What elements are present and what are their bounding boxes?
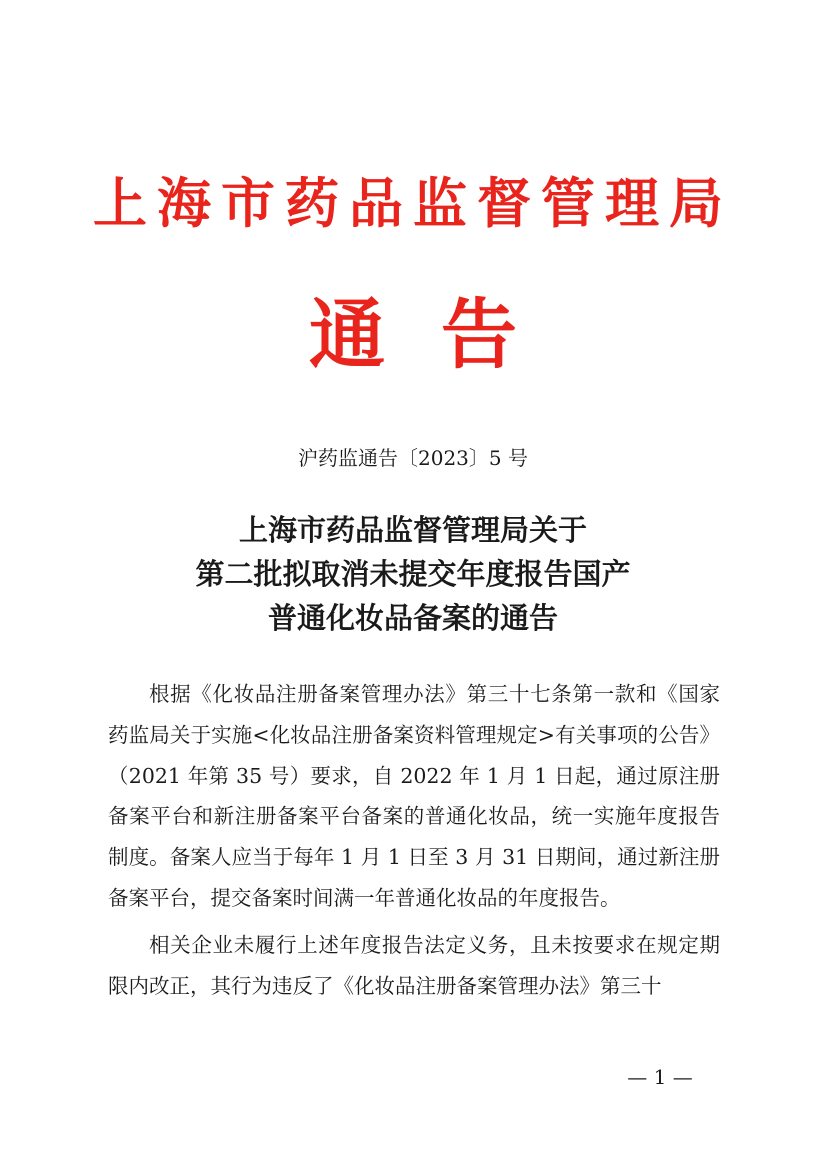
- notice-heading: [0, 290, 826, 380]
- body-paragraph-1: 根据《化妆品注册备案管理办法》第三十七条第一款和《国家药监局关于实施<化妆品注册备案资料管理规定>有关事项的公告》（2021 年第 35 号）要求，自 2022 年 1 月 1 日起，通过原注册备案平台和新注册备案平台备案的普通化妆品，统一实施年度报告制度。备案人应当于每年 1 月 1 日至 3 月 31 日期间，通过新注册备案平台，提交备案时间满一年普通化妆品的年度报告。: [108, 682, 720, 910]
- document-body: [108, 674, 720, 1006]
- title-line-1: 上海市药品监督管理局关于: [238, 513, 587, 547]
- document-number: 沪药监通告〔2023〕5 号: [298, 446, 528, 470]
- organization-header: 上海市药品监督管理局: [93, 171, 733, 235]
- body-paragraph-2: 相关企业未履行上述年度报告法定义务，且未按要求在规定期限内改正，其行为违反了《化妆品注册备案管理办法》第三十: [108, 932, 720, 998]
- page-number: — 1 —: [627, 1065, 693, 1089]
- title-line-2: 第二批拟取消未提交年度报告国产: [195, 557, 631, 591]
- notice-char-2: 告: [441, 290, 517, 379]
- title-line-3: 普通化妆品备案的通告: [267, 601, 558, 635]
- document-title: [0, 508, 826, 640]
- notice-char-1: 通: [309, 290, 385, 379]
